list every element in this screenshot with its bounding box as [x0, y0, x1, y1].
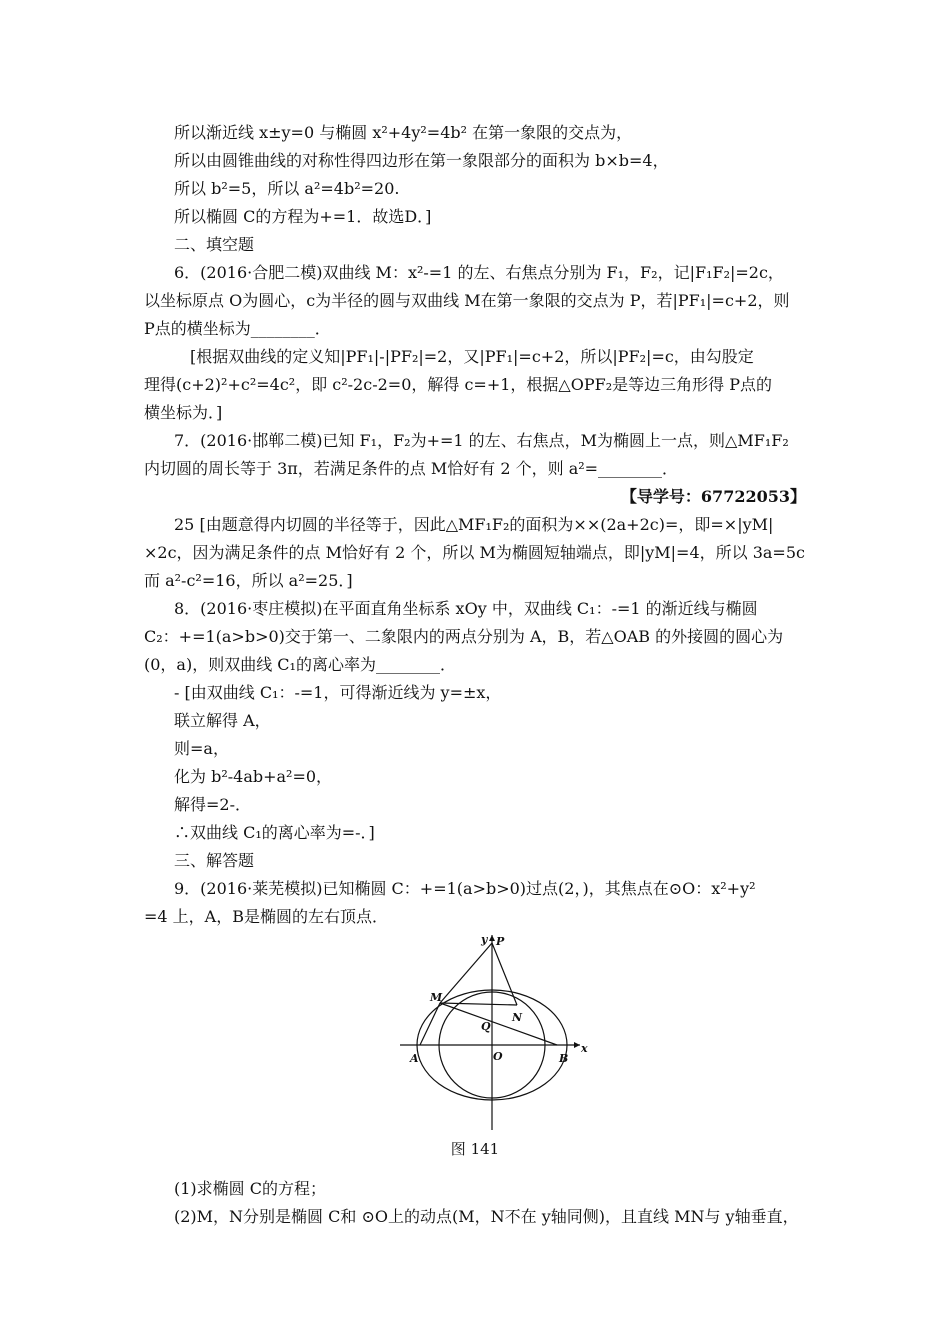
- text-line: 横坐标为．]: [144, 403, 223, 422]
- y-arrow: [489, 935, 495, 941]
- text-line: 联立解得 A，: [174, 711, 271, 730]
- text-line: 所以渐近线 x±y=0 与椭圆 x²+4y²=4b² 在第一象限的交点为，: [174, 123, 633, 142]
- text-line: P点的横坐标为________．: [144, 319, 331, 338]
- label-m: M: [430, 991, 443, 1004]
- section-heading: 三、解答题: [174, 851, 255, 870]
- text-line: 而 a²-c²=16，所以 a²=25．]: [144, 571, 353, 590]
- line-mn: [440, 1003, 517, 1005]
- x-arrow: [574, 1042, 580, 1048]
- text-line: 内切圆的周长等于 3π，若满足条件的点 M恰好有 2 个，则 a²=________．: [144, 459, 679, 478]
- label-o: O: [493, 1050, 503, 1063]
- label-n: N: [512, 1011, 523, 1024]
- label-q: Q: [481, 1020, 491, 1033]
- text-line: [根据双曲线的定义知|PF₁|-|PF₂|=2，又|PF₁|=c+2，所以|PF₂|=c，由勾股定: [190, 347, 754, 366]
- label-y: y: [481, 933, 488, 946]
- line-pn: [492, 943, 517, 1005]
- text-line: 则=a，: [174, 739, 229, 758]
- guide-number: 【导学号：67722053】: [620, 487, 806, 506]
- text-line: 理得(c+2)²+c²=4c²，即 c²-2c-2=0，解得 c=+1，根据△OPF₂是等边三角形得 P点的: [144, 375, 772, 394]
- label-b: B: [559, 1052, 569, 1065]
- text-line: C₂：+=1(a>b>0)交于第一、二象限内的两点分别为 A，B，若△OAB 的外接圆的圆心为: [144, 627, 784, 646]
- text-line: (0，a)，则双曲线 C₁的离心率为________．: [144, 655, 456, 674]
- figure-caption: 图 141: [450, 1140, 500, 1158]
- label-p: P: [496, 935, 505, 948]
- text-line: (2)M，N分别是椭圆 C和 ⊙O上的动点(M，N不在 y轴同侧)，且直线 MN与 y轴垂直，: [174, 1207, 799, 1226]
- text-line: 9．(2016·莱芜模拟)已知椭圆 C：+=1(a>b>0)过点(2，)，其焦点在⊙O：x²+y²: [174, 879, 756, 898]
- text-line: 所以由圆锥曲线的对称性得四边形在第一象限部分的面积为 b×b=4，: [174, 151, 669, 170]
- text-line: 7．(2016·邯郸二模)已知 F₁，F₂为+=1 的左、右焦点，M为椭圆上一点，则△MF₁F₂: [174, 431, 789, 450]
- text-line: 所以 b²=5，所以 a²=4b²=20.: [174, 179, 400, 198]
- ellipse-circle-figure: [395, 925, 595, 1135]
- text-line: 25 [由题意得内切圆的半径等于，因此△MF₁F₂的面积为××(2a+2c)=，即=×|yM|: [174, 515, 774, 534]
- text-line: 化为 b²-4ab+a²=0，: [174, 767, 333, 786]
- text-line: 解得=2-．: [174, 795, 251, 814]
- label-x: x: [581, 1042, 588, 1055]
- text-line: 以坐标原点 O为圆心，c为半径的圆与双曲线 M在第一象限的交点为 P，若|PF₁|=c+2，则: [144, 291, 790, 310]
- text-line: 8．(2016·枣庄模拟)在平面直角坐标系 xOy 中，双曲线 C₁：-=1 的渐近线与椭圆: [174, 599, 758, 618]
- text-line: - [由双曲线 C₁：-=1，可得渐近线为 y=±x，: [174, 683, 502, 702]
- text-line: (1)求椭圆 C的方程；: [174, 1179, 326, 1198]
- section-heading: 二、填空题: [174, 235, 255, 254]
- line-pm: [440, 943, 492, 1003]
- text-line: ∴双曲线 C₁的离心率为=-．]: [174, 823, 375, 842]
- text-line: =4 上，A，B是椭圆的左右顶点．: [144, 907, 388, 926]
- line-mb: [440, 1003, 557, 1045]
- text-line: 所以椭圆 C的方程为+=1．故选D．]: [174, 207, 432, 226]
- text-line: 6．(2016·合肥二模)双曲线 M：x²-=1 的左、右焦点分别为 F₁，F₂，记|F₁F₂|=2c，: [174, 263, 784, 282]
- label-a: A: [410, 1052, 419, 1065]
- text-line: ×2c，因为满足条件的点 M恰好有 2 个，所以 M为椭圆短轴端点，即|yM|=4，所以 3a=5c: [144, 543, 805, 562]
